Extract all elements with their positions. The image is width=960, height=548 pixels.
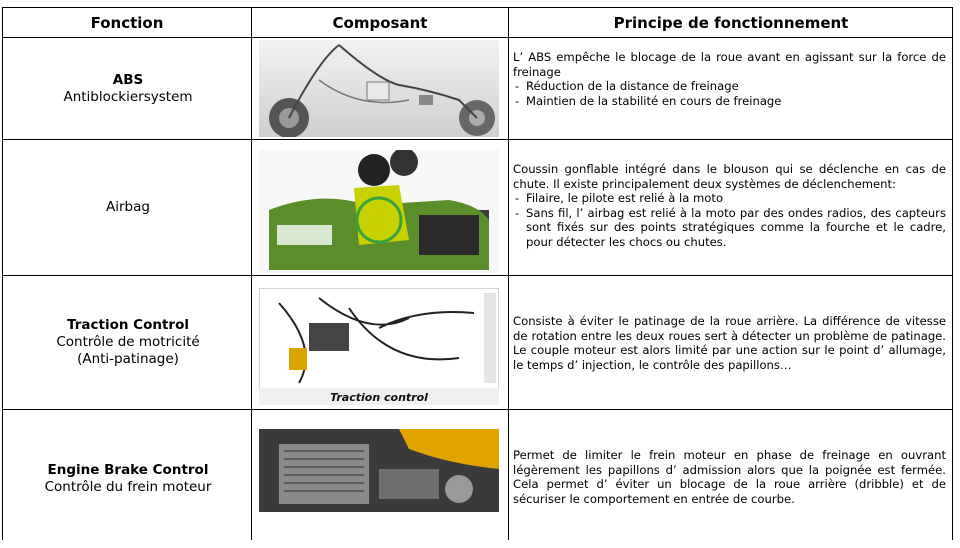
header-function: Fonction <box>90 14 164 32</box>
function-cell-airbag <box>3 140 253 275</box>
function-subtitle: Airbag <box>106 199 150 215</box>
principle-bullet: - Sans fil, l’ airbag est relié à la moto par des ondes radios, des capteurs sont fixés sur des points stratégiques comme la fourche et le cadre, pour détecter les chocs ou chutes. <box>513 206 946 250</box>
abs-system-photo <box>259 40 499 137</box>
principle-bullet: - Réduction de la distance de freinage <box>513 79 946 94</box>
principle-intro: Permet de limiter le frein moteur en phase de freinage en ouvrant légèrement les papillons d’ admission alors que la poignée est fermée. Cela permet d’ éviter un blocage de la roue arrière (dribble) et de sécuriser le comportement en entrée de courbe. <box>513 448 946 506</box>
functions-table <box>2 7 953 540</box>
engine-photo <box>259 429 499 512</box>
function-title: Traction Control <box>67 317 189 333</box>
column-divider <box>508 8 509 540</box>
principle-cell-airbag <box>513 162 946 250</box>
principle-cell-traction <box>513 314 946 372</box>
function-title: ABS <box>112 71 144 88</box>
principle-cell-engine-brake <box>513 448 946 506</box>
function-subtitle: Contrôle du frein moteur <box>44 479 212 495</box>
principle-bullet: - Maintien de la stabilité en cours de freinage <box>513 94 946 109</box>
header-component: Composant <box>332 14 428 32</box>
traction-control-kit-photo <box>259 288 499 405</box>
function-subtitle: Antiblockiersystem <box>63 88 193 105</box>
principle-bullet: - Filaire, le pilote est relié à la moto <box>513 191 946 206</box>
function-subtitle: Contrôle de motricité (Anti-patinage) <box>56 334 200 367</box>
function-cell-abs <box>3 38 253 139</box>
principle-intro: Coussin gonflable intégré dans le blouson qui se déclenche en cas de chute. Il existe principalement deux systèmes de déclenchement: <box>513 162 946 191</box>
function-cell-traction <box>3 276 253 409</box>
function-title: Engine Brake Control <box>47 462 209 478</box>
function-cell-engine-brake <box>3 410 253 548</box>
header-principle: Principe de fonctionnement <box>613 14 849 32</box>
motorcycle-airbag-photo <box>259 150 499 273</box>
principle-intro: L’ ABS empêche le blocage de la roue avant en agissant sur la force de freinage <box>513 50 946 79</box>
principle-intro: Consiste à éviter le patinage de la roue arrière. La différence de vitesse de rotation entre les deux roues sert à détecter un problème de patinage. Le couple moteur est alors limité par une action sur le point d’ allumage, le temps d’ injection, le contrôle des papillons… <box>513 314 946 372</box>
traction-label: Traction control <box>330 391 428 404</box>
principle-cell-abs <box>513 50 946 108</box>
